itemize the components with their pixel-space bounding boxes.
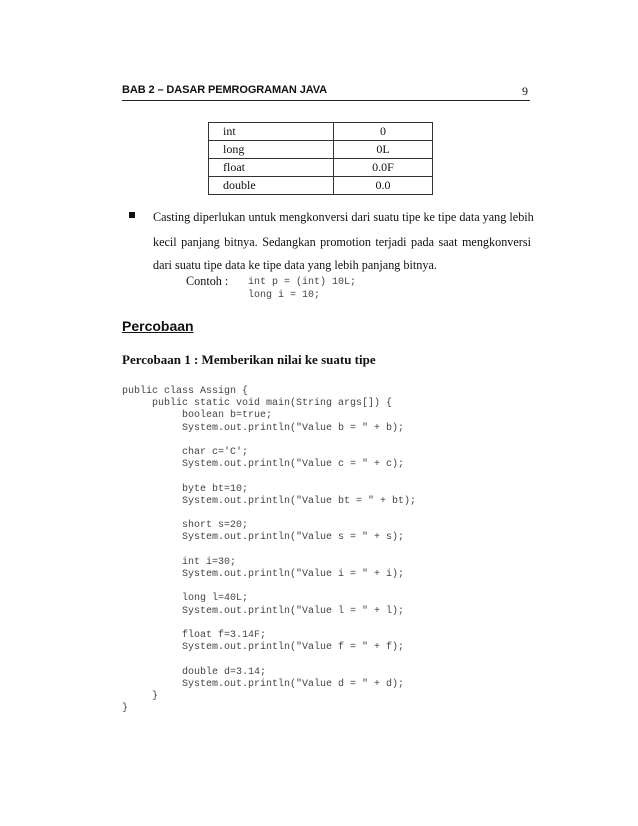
table-row bbox=[209, 141, 433, 159]
type-name-cell: int bbox=[209, 123, 334, 141]
table-row bbox=[209, 123, 433, 141]
type-name-cell: long bbox=[209, 141, 334, 159]
bullet-text-line-3: dari suatu tipe data ke tipe data yang lebih panjang bitnya. bbox=[153, 258, 437, 272]
table-row bbox=[209, 159, 433, 177]
type-name-cell: double bbox=[209, 177, 334, 195]
example-label: Contoh : bbox=[186, 274, 229, 288]
bullet-text-line-2: kecil panjang bitnya. Sedangkan promotion terjadi pada saat mengkonversi bbox=[153, 235, 531, 249]
example-code: int p = (int) 10L; long i = 10; bbox=[248, 277, 357, 301]
type-name-cell: float bbox=[209, 159, 334, 177]
page-number: 9 bbox=[522, 84, 528, 98]
chapter-title: BAB 2 – DASAR PEMROGRAMAN JAVA bbox=[122, 84, 328, 96]
page-header bbox=[122, 84, 530, 101]
section-heading: Percobaan bbox=[122, 318, 194, 334]
square-bullet-icon bbox=[129, 212, 135, 218]
experiment-title: Percobaan 1 : Memberikan nilai ke suatu tipe bbox=[122, 352, 376, 367]
default-value-cell: 0.0F bbox=[334, 159, 433, 177]
default-value-cell: 0.0 bbox=[334, 177, 433, 195]
default-values-table bbox=[208, 122, 433, 195]
code-listing: public class Assign { public static void main(String args[]) { boolean b=true; System.out.println("Value b = " + b); char c='C'; System.out.println("Value c = " + c); byte bt=10; System.out.println("Value bt = " + bt); short s=20; System.out.println("Value s = " + s); int i=30; System.out.println("Value i = " + i); long l=40L; System.out.println("Value l = " + l); float f=3.14F; System.out.println("Value f = " + f); double d=3.14; System.out.println("Value d = " + d); } } bbox=[122, 386, 417, 715]
bullet-marker bbox=[128, 210, 138, 220]
default-value-cell: 0 bbox=[334, 123, 433, 141]
bullet-text-line-1: Casting diperlukan untuk mengkonversi dari suatu tipe ke tipe data yang lebih bbox=[153, 210, 534, 224]
table-row bbox=[209, 177, 433, 195]
default-value-cell: 0L bbox=[334, 141, 433, 159]
